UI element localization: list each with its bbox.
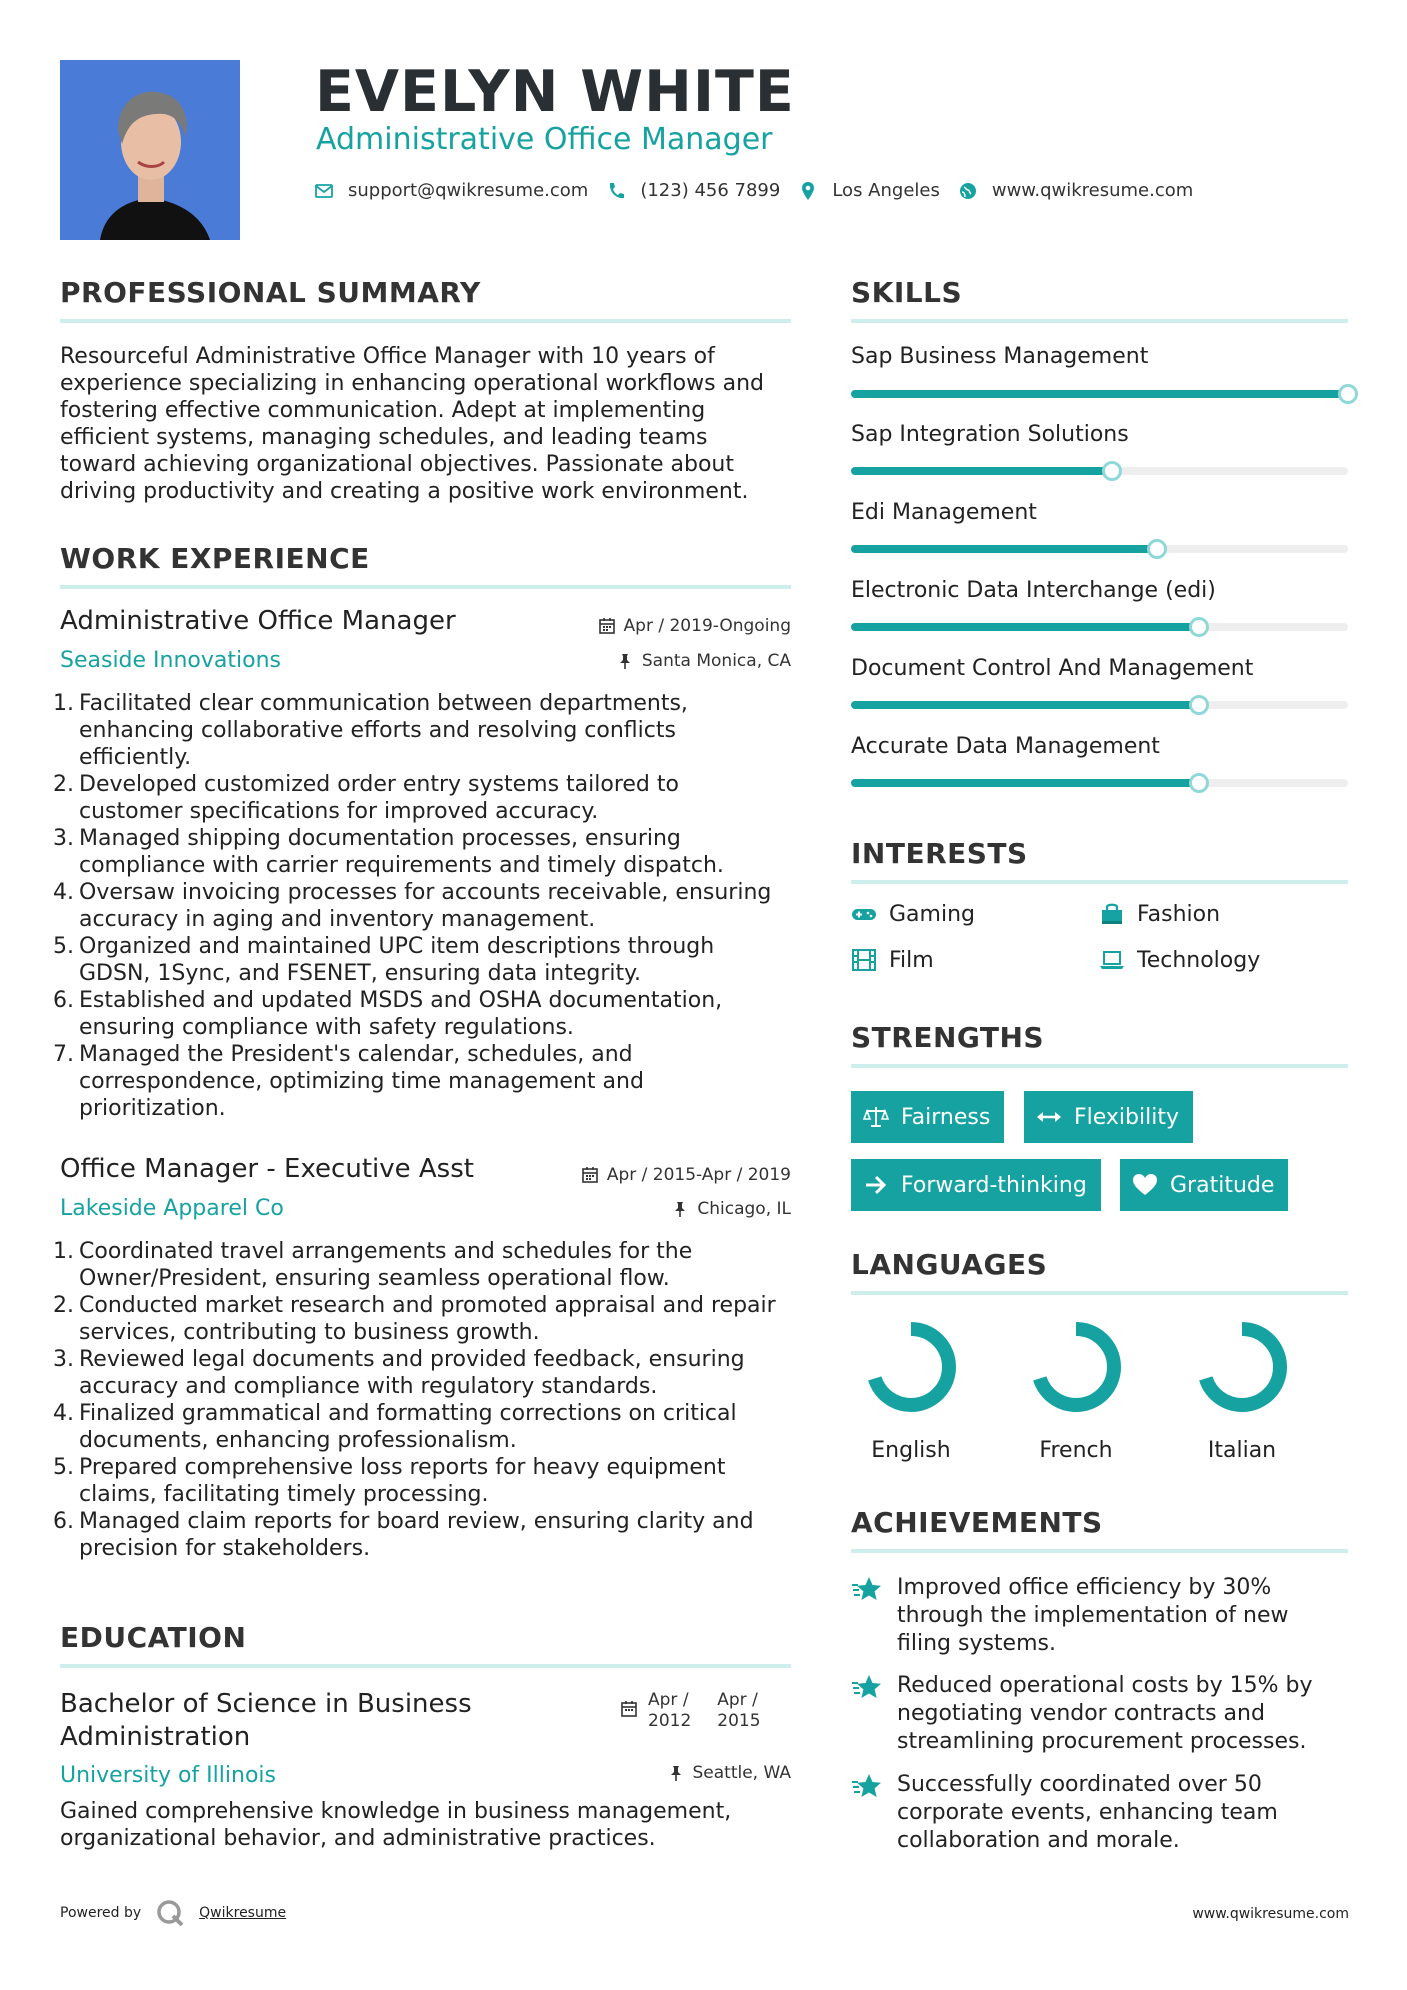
list-item: 3. Reviewed legal documents and provided feedback, ensuring accuracy and compliance with regulatory standards. — [53, 1347, 745, 1399]
skill-knob[interactable] — [1338, 384, 1358, 404]
achievements-divider — [851, 1549, 1348, 1553]
skill-name: Sap Integration Solutions — [851, 422, 1129, 447]
skill-knob[interactable] — [1189, 773, 1209, 793]
contact-website[interactable] — [958, 180, 1193, 201]
interests-heading: INTERESTS — [851, 837, 1028, 870]
achievement-text: Reduced operational costs by 15% by negotiating vendor contracts and streamlining procurement processes. — [897, 1673, 1313, 1754]
education-school: University of Illinois — [60, 1763, 276, 1788]
job-dates-text: Apr / 2019-Ongoing — [623, 616, 791, 636]
education-location-text: Seattle, WA — [692, 1763, 791, 1783]
list-item: 2. Developed customized order entry systems tailored to customer specifications for improved accuracy. — [53, 772, 679, 824]
pushpin-icon — [667, 1764, 685, 1782]
email-text: support@qwikresume.com — [348, 180, 589, 201]
website-text: www.qwikresume.com — [991, 180, 1194, 201]
job-dates-text: Apr / 2015-Apr / 2019 — [606, 1165, 791, 1185]
contact-email[interactable] — [314, 180, 588, 201]
calendar-icon — [598, 617, 616, 635]
language-name: French — [1039, 1438, 1113, 1463]
skill-name: Accurate Data Management — [851, 734, 1160, 759]
map-marker-icon — [798, 181, 818, 201]
education-heading: EDUCATION — [60, 1621, 247, 1654]
skill-name: Document Control And Management — [851, 656, 1254, 681]
skill-bar — [851, 623, 1348, 631]
summary-divider — [60, 319, 791, 323]
heart-icon — [1132, 1172, 1158, 1198]
skill-fill — [851, 701, 1199, 709]
list-item: 2. Conducted market research and promoted appraisal and repair services, contributing to business growth. — [53, 1293, 776, 1345]
job-location — [616, 651, 791, 671]
skill-bar — [851, 779, 1348, 787]
portrait-image — [60, 60, 240, 240]
experience-heading: WORK EXPERIENCE — [60, 542, 370, 575]
language-name: Italian — [1207, 1438, 1277, 1463]
star-icon — [851, 1674, 883, 1702]
location-text: Los Angeles — [832, 180, 940, 201]
candidate-name: EVELYN WHITE — [315, 59, 795, 125]
pushpin-icon — [671, 1200, 689, 1218]
powered-by-text: Powered by — [60, 1905, 142, 1921]
list-item: 4. Finalized grammatical and formatting corrections on critical documents, enhancing professionalism. — [53, 1401, 737, 1453]
interest-item — [851, 947, 934, 973]
list-item: 4. Oversaw invoicing processes for accounts receivable, ensuring accuracy in aging and inventory management. — [53, 880, 772, 932]
education-divider — [60, 1664, 791, 1668]
achievement-item — [851, 1574, 1331, 1658]
degree-title — [60, 1688, 472, 1754]
list-item: 1. Facilitated clear communication between departments, enhancing collaborative efforts and resolving conflicts efficiently. — [53, 691, 688, 770]
film-icon — [851, 947, 877, 973]
strengths-heading: STRENGTHS — [851, 1021, 1045, 1054]
skill-bar — [851, 545, 1348, 553]
footer-powered-by — [60, 1898, 286, 1928]
languages-divider — [851, 1291, 1348, 1295]
education-start: Apr / 2012 — [648, 1690, 692, 1731]
summary-line: fostering effective communication. Adept at implementing — [60, 398, 706, 423]
gamepad-icon — [851, 901, 877, 927]
skill-fill — [851, 779, 1199, 787]
globe-icon — [958, 181, 978, 201]
contact-location — [798, 180, 940, 201]
summary-line: toward achieving organizational objectives. Passionate about — [60, 452, 734, 477]
list-item: 5. Organized and maintained UPC item descriptions through GDSN, 1Sync, and FSENET, ensuring data integrity. — [53, 934, 715, 986]
strength-label: Fairness — [901, 1104, 991, 1130]
skill-name: Electronic Data Interchange (edi) — [851, 578, 1216, 603]
interest-label: Technology — [1137, 947, 1261, 973]
contact-phone[interactable] — [606, 180, 780, 201]
job-location-text: Santa Monica, CA — [641, 651, 791, 671]
achievements-heading: ACHIEVEMENTS — [851, 1506, 1103, 1539]
skills-heading: SKILLS — [851, 276, 963, 309]
phone-text: (123) 456 7899 — [640, 180, 781, 201]
summary-heading: PROFESSIONAL SUMMARY — [60, 276, 481, 309]
job-title: Administrative Office Manager — [60, 606, 456, 636]
star-icon — [851, 1576, 883, 1604]
email-icon — [314, 181, 334, 201]
skill-name: Sap Business Management — [851, 344, 1149, 369]
education-dates — [620, 1690, 761, 1732]
skills-divider — [851, 319, 1348, 323]
calendar-icon — [620, 1700, 638, 1718]
list-item: 6. Managed claim reports for board review, ensuring clarity and precision for stakeholders. — [53, 1509, 754, 1561]
star-icon — [851, 1773, 883, 1801]
list-item: 6. Established and updated MSDS and OSHA documentation, ensuring compliance with safety regulations. — [53, 988, 723, 1040]
list-item: 5. Prepared comprehensive loss reports for heavy equipment claims, facilitating timely processing. — [53, 1455, 726, 1507]
language-item — [1172, 1320, 1312, 1463]
summary-line: driving productivity and creating a positive work environment. — [60, 479, 749, 504]
skill-knob[interactable] — [1102, 461, 1122, 481]
skill-bar — [851, 390, 1348, 398]
education-location — [667, 1763, 792, 1783]
job-title: Office Manager - Executive Asst — [60, 1154, 474, 1184]
degree-line: Administration — [60, 1722, 251, 1752]
language-gauge — [1195, 1320, 1289, 1414]
skill-name: Edi Management — [851, 500, 1037, 525]
language-gauge — [864, 1320, 958, 1414]
strength-tag — [851, 1159, 1101, 1211]
summary-line: experience specializing in enhancing operational workflows and — [60, 371, 764, 396]
qwikresume-link[interactable]: Qwikresume — [199, 1905, 287, 1921]
achievement-text: Successfully coordinated over 50 corporate events, enhancing team collaboration and morale. — [897, 1772, 1278, 1853]
summary-text — [60, 343, 800, 505]
skill-bar — [851, 467, 1348, 475]
job-bullets — [53, 1238, 800, 1562]
job-dates — [598, 616, 791, 636]
pushpin-icon — [616, 652, 634, 670]
summary-line: efficient systems, managing schedules, and leading teams — [60, 425, 708, 450]
skill-fill — [851, 467, 1112, 475]
interest-item — [1099, 947, 1260, 973]
calendar-icon — [581, 1166, 599, 1184]
job-location-text: Chicago, IL — [697, 1199, 791, 1219]
interest-item — [851, 901, 975, 927]
interests-divider — [851, 880, 1348, 884]
achievement-text: Improved office efficiency by 30% through the implementation of new filing systems. — [897, 1575, 1289, 1656]
skill-knob[interactable] — [1189, 617, 1209, 637]
job-location — [671, 1199, 791, 1219]
experience-divider — [60, 585, 791, 589]
skill-knob[interactable] — [1147, 539, 1167, 559]
arrows-horizontal-icon — [1036, 1104, 1062, 1130]
qwikresume-logo-icon — [155, 1898, 185, 1928]
skill-fill — [851, 623, 1199, 631]
summary-line: Resourceful Administrative Office Manager with 10 years of — [60, 344, 715, 369]
arrow-right-icon — [863, 1172, 889, 1198]
interest-label: Fashion — [1137, 901, 1221, 927]
strength-label: Flexibility — [1074, 1104, 1179, 1130]
skill-bar — [851, 701, 1348, 709]
language-item — [1006, 1320, 1146, 1463]
contact-bar — [314, 180, 1211, 201]
balance-scale-icon — [863, 1104, 889, 1130]
degree-line: Bachelor of Science in Business — [60, 1689, 472, 1719]
interest-item — [1099, 901, 1220, 927]
list-item: 3. Managed shipping documentation processes, ensuring compliance with carrier requirements and timely dispatch. — [53, 826, 724, 878]
list-item: 1. Coordinated travel arrangements and schedules for the Owner/President, ensuring seamless operational flow. — [53, 1239, 693, 1291]
candidate-title: Administrative Office Manager — [316, 122, 773, 157]
job-dates — [581, 1165, 791, 1185]
language-item — [841, 1320, 981, 1463]
laptop-icon — [1099, 947, 1125, 973]
job-company: Lakeside Apparel Co — [60, 1196, 284, 1221]
education-end: Apr / 2015 — [717, 1690, 761, 1731]
job-company: Seaside Innovations — [60, 648, 281, 673]
phone-icon — [606, 181, 626, 201]
interest-label: Gaming — [889, 901, 975, 927]
strength-label: Forward-thinking — [901, 1172, 1087, 1198]
skill-knob[interactable] — [1189, 695, 1209, 715]
profile-photo — [60, 60, 240, 240]
language-name: English — [871, 1438, 951, 1463]
footer-website[interactable]: www.qwikresume.com — [1192, 1906, 1349, 1922]
achievement-item — [851, 1672, 1331, 1756]
strength-tag — [1120, 1159, 1288, 1211]
interest-label: Film — [889, 947, 934, 973]
strength-tag — [1024, 1091, 1193, 1143]
list-item: 7. Managed the President's calendar, schedules, and correspondence, optimizing time management and prioritization. — [53, 1042, 644, 1121]
strengths-divider — [851, 1064, 1348, 1068]
language-gauge — [1029, 1320, 1123, 1414]
shopping-bag-icon — [1099, 901, 1125, 927]
achievement-item — [851, 1771, 1331, 1855]
education-description: Gained comprehensive knowledge in business management, organizational behavior, and administrative practices. — [60, 1799, 732, 1851]
strength-tag — [851, 1091, 1004, 1143]
skill-fill — [851, 545, 1157, 553]
strength-label: Gratitude — [1170, 1172, 1275, 1198]
job-bullets — [53, 690, 800, 1122]
skill-fill — [851, 390, 1348, 398]
languages-heading: LANGUAGES — [851, 1248, 1048, 1281]
